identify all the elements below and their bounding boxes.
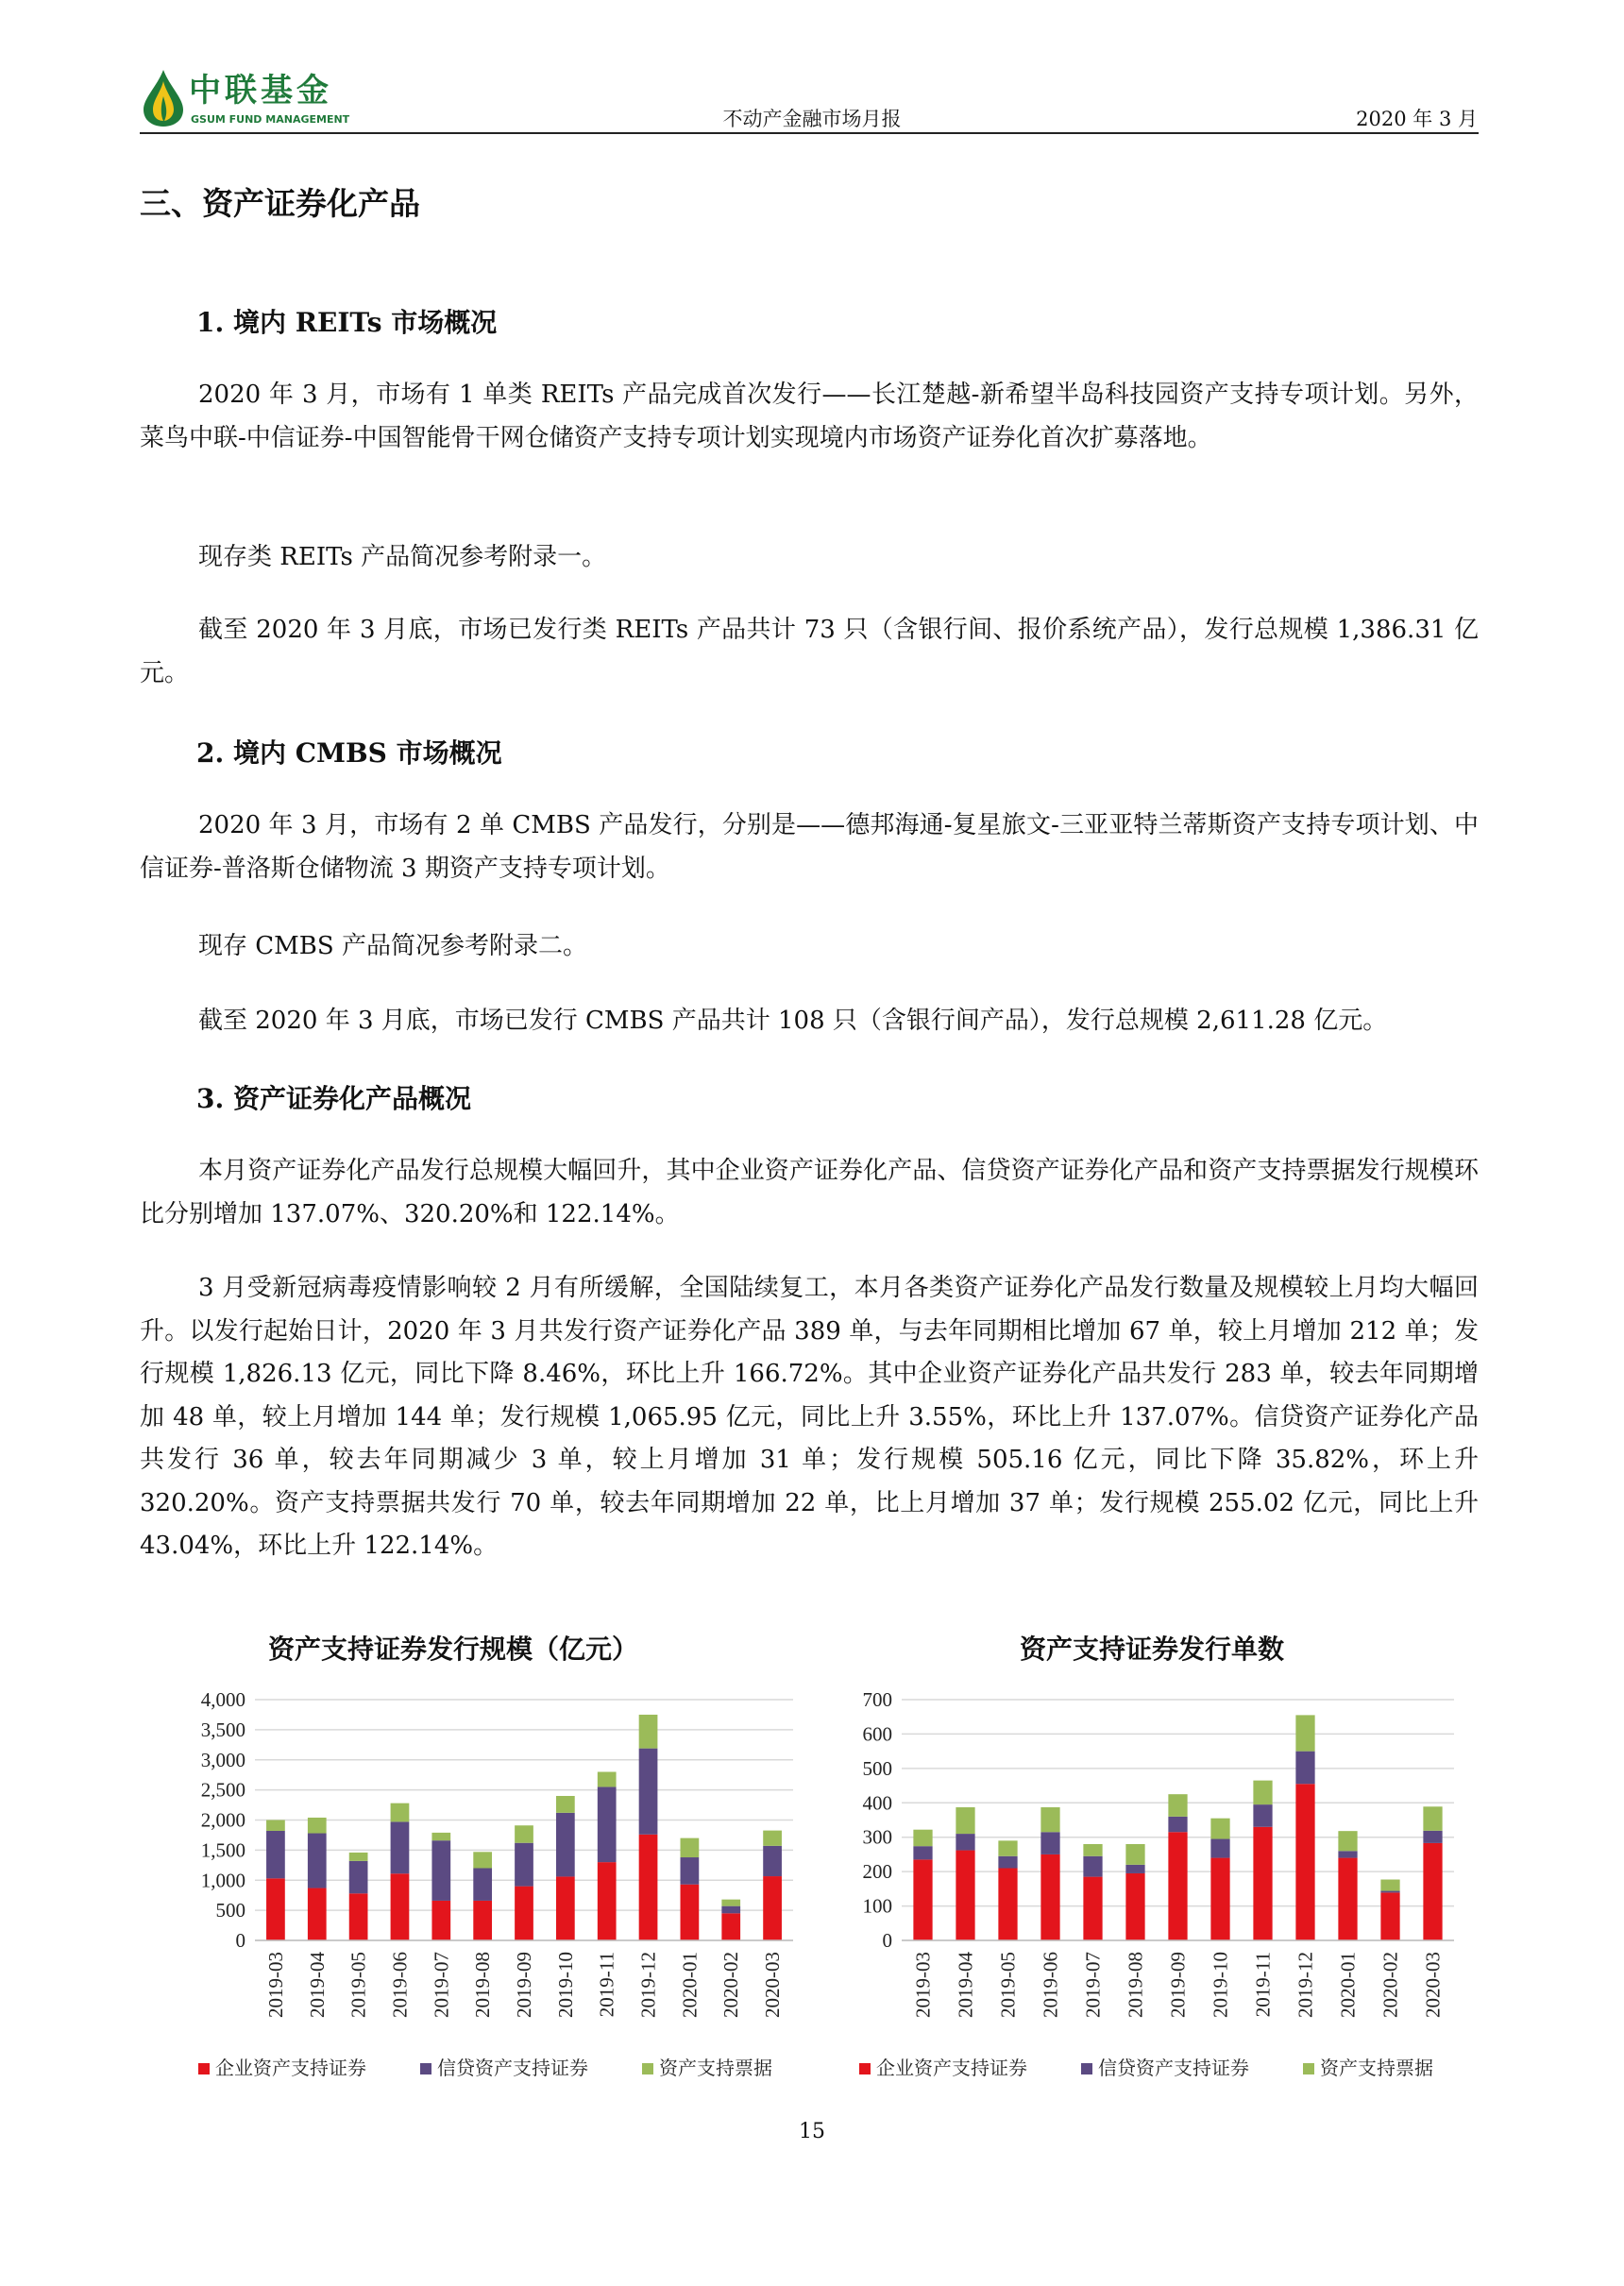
bar-segment <box>1168 1794 1187 1817</box>
bar-segment <box>473 1901 492 1940</box>
bar-segment <box>556 1876 575 1940</box>
abs-paragraph-1: 本月资产证券化产品发行总规模大幅回升，其中企业资产证券化产品、信贷资产证券化产品和资产支持票据发行规模环比分别增加 137.07%、320.20%和 122.14%。 <box>140 1157 1479 1228</box>
y-tick-label: 0 <box>235 1929 245 1952</box>
subsection-cmbs-title: 2. 境内 CMBS 市场概况 <box>196 737 502 769</box>
bar-segment <box>721 1906 740 1914</box>
bar-segment <box>681 1838 700 1857</box>
y-tick-label: 400 <box>862 1791 892 1815</box>
x-tick-label: 2019-06 <box>1039 1952 1062 2018</box>
bar-segment <box>1210 1819 1229 1839</box>
logo-subtitle: GSUM FUND MANAGEMENT <box>191 113 350 126</box>
bar-segment <box>998 1869 1017 1941</box>
bar-segment <box>1295 1715 1314 1751</box>
bar-segment <box>763 1831 782 1846</box>
legend-label: 信贷资产支持证券 <box>1098 2058 1249 2079</box>
bar-segment <box>308 1834 327 1888</box>
bar-segment <box>349 1893 368 1940</box>
x-tick-label: 2019-04 <box>305 1952 329 2018</box>
bar-segment <box>1423 1806 1442 1831</box>
bar-segment <box>1253 1781 1272 1805</box>
x-tick-label: 2019-05 <box>996 1952 1020 2018</box>
bar-segment <box>349 1861 368 1893</box>
bar-segment <box>473 1852 492 1868</box>
bar-segment <box>266 1831 285 1878</box>
x-tick-label: 2019-09 <box>1166 1952 1190 2018</box>
bar-segment <box>1168 1832 1187 1940</box>
bar-segment <box>1125 1873 1144 1940</box>
bar-segment <box>1338 1851 1357 1857</box>
bar-segment <box>515 1825 533 1842</box>
bar-segment <box>308 1818 327 1834</box>
bar-segment <box>998 1856 1017 1869</box>
bar-segment <box>1210 1839 1229 1858</box>
bar-segment <box>639 1835 658 1940</box>
bar-segment <box>515 1887 533 1940</box>
x-tick-label: 2019-03 <box>911 1952 935 2018</box>
bar-segment <box>266 1820 285 1831</box>
bar-segment <box>473 1869 492 1901</box>
report-date: 2020 年 3 月 <box>1356 108 1478 130</box>
bar-segment <box>1083 1844 1102 1856</box>
x-tick-label: 2019-05 <box>347 1952 370 2018</box>
bar-segment <box>1125 1844 1144 1865</box>
x-tick-label: 2019-04 <box>954 1952 977 2018</box>
section-title: 三、资产证券化产品 <box>140 185 420 222</box>
cmbs-paragraph-2: 现存 CMBS 产品简况参考附录二。 <box>198 932 587 960</box>
bar-segment <box>1380 1892 1399 1940</box>
reits-paragraph-1: 2020 年 3 月，市场有 1 单类 REITs 产品完成首次发行——长江楚越-新希望半岛科技园资产支持专项计划。另外，菜鸟中联-中信证券-中国智能骨干网仓储资产支持专项计划实现境内市场资产证券化首次扩募落地。 <box>140 381 1479 452</box>
bar-segment <box>913 1846 932 1859</box>
x-tick-label: 2020-03 <box>1421 1952 1445 2018</box>
bar-segment <box>1083 1856 1102 1877</box>
y-tick-label: 700 <box>862 1688 892 1711</box>
bar-segment <box>721 1913 740 1940</box>
y-tick-label: 500 <box>862 1756 892 1780</box>
bar-segment <box>391 1803 410 1822</box>
bar-segment <box>681 1885 700 1940</box>
x-tick-label: 2019-07 <box>430 1952 453 2018</box>
bar-segment <box>956 1834 974 1850</box>
x-tick-label: 2019-07 <box>1081 1952 1105 2018</box>
bar-segment <box>998 1840 1017 1855</box>
bar-segment <box>681 1857 700 1885</box>
x-tick-label: 2019-03 <box>263 1952 287 2018</box>
bar-segment <box>556 1813 575 1877</box>
x-tick-label: 2019-08 <box>471 1952 495 2018</box>
x-tick-label: 2020-03 <box>761 1952 785 2018</box>
legend-label: 资产支持票据 <box>1320 2058 1433 2079</box>
y-tick-label: 0 <box>882 1929 892 1952</box>
bar-segment <box>1253 1827 1272 1940</box>
bar-segment <box>1040 1832 1059 1854</box>
y-tick-label: 4,000 <box>200 1688 245 1711</box>
bar-segment <box>308 1888 327 1940</box>
subsection-reits-title: 1. 境内 REITs 市场概况 <box>196 307 498 338</box>
bar-segment <box>1338 1831 1357 1851</box>
logo-text: 中联基金 <box>189 72 332 110</box>
subsection-abs-title: 3. 资产证券化产品概况 <box>196 1083 471 1114</box>
chart-issuance-count <box>831 1681 1482 2096</box>
x-tick-label: 2019-12 <box>636 1952 660 2018</box>
bar-segment <box>515 1843 533 1887</box>
x-tick-label: 2019-10 <box>553 1952 577 2018</box>
bar-segment <box>598 1786 617 1862</box>
bar-segment <box>431 1840 450 1901</box>
x-tick-label: 2019-10 <box>1209 1952 1232 2018</box>
legend-swatch <box>1081 2063 1092 2074</box>
bar-segment <box>1125 1865 1144 1873</box>
bar-segment <box>1295 1784 1314 1940</box>
x-tick-label: 2019-12 <box>1294 1952 1317 2018</box>
legend-swatch <box>642 2063 653 2074</box>
y-tick-label: 2,500 <box>200 1778 245 1802</box>
bar-segment <box>1253 1804 1272 1827</box>
reits-paragraph-2: 现存类 REITs 产品简况参考附录一。 <box>198 543 607 571</box>
bar-segment <box>1380 1880 1399 1891</box>
bar-segment <box>956 1851 974 1940</box>
x-tick-label: 2019-06 <box>388 1952 412 2018</box>
bar-segment <box>1083 1877 1102 1940</box>
y-tick-label: 3,500 <box>200 1718 245 1741</box>
bar-segment <box>1168 1817 1187 1832</box>
page-number: 15 <box>799 2120 825 2143</box>
bar-segment <box>556 1796 575 1813</box>
bar-segment <box>431 1901 450 1940</box>
x-tick-label: 2020-01 <box>1336 1952 1360 2018</box>
legend-swatch <box>198 2063 210 2074</box>
legend-label: 信贷资产支持证券 <box>437 2058 588 2079</box>
cmbs-paragraph-1: 2020 年 3 月，市场有 2 单 CMBS 产品发行，分别是——德邦海通-复星旅文-三亚亚特兰蒂斯资产支持专项计划、中信证券-普洛斯仓储物流 3 期资产支持专项计划。 <box>140 811 1479 883</box>
x-tick-label: 2020-02 <box>719 1952 743 2018</box>
bar-segment <box>956 1807 974 1834</box>
bar-segment <box>913 1830 932 1846</box>
y-tick-label: 1,500 <box>200 1838 245 1862</box>
bar-segment <box>1380 1891 1399 1893</box>
bar-segment <box>639 1715 658 1749</box>
y-tick-label: 1,000 <box>200 1869 245 1892</box>
abs-paragraph-2: 3 月受新冠病毒疫情影响较 2 月有所缓解，全国陆续复工，本月各类资产证券化产品发行数量及规模较上月均大幅回升。以发行起始日计，2020 年 3 月共发行资产证券化产品 389 单，与去年同期相比增加 67 单，较上月增加 212 单；发行规模 1,826.13 亿元，同比下降 8.46%，环比上升 166.72%。其中企业资产证券化产品共发行 283 单，较去年同期增加 48 单，较上月增加 144 单；发行规模 1,065.95 亿元，同比上升 3.55%，环比上升 137.07%。信贷资产证券化产品共发行 36 单，较去年同期减少 3 单，较上月增加 31 单；发行规模 505.16 亿元，同比下降 35.82%，环上升 320.20%。资产支持票据共发行 70 单，较去年同期增加 22 单，比上月增加 37 单；发行规模 255.02 亿元，同比上升 43.04%，环比上升 122.14%。 <box>140 1274 1479 1560</box>
reits-paragraph-3: 截至 2020 年 3 月底，市场已发行类 REITs 产品共计 73 只（含银行间、报价系统产品），发行总规模 1,386.31 亿元。 <box>140 616 1479 687</box>
bar-segment <box>391 1873 410 1940</box>
legend-label: 资产支持票据 <box>659 2058 772 2079</box>
bar-segment <box>1210 1858 1229 1940</box>
x-tick-label: 2020-02 <box>1379 1952 1402 2018</box>
x-tick-label: 2019-09 <box>513 1952 535 2018</box>
x-tick-label: 2020-01 <box>678 1952 702 2018</box>
chart-count-title: 资产支持证券发行单数 <box>1019 1634 1284 1665</box>
bar-segment <box>431 1833 450 1840</box>
bar-segment <box>1423 1831 1442 1843</box>
bar-segment <box>349 1853 368 1861</box>
bar-segment <box>598 1862 617 1940</box>
bar-segment <box>763 1876 782 1940</box>
y-tick-label: 200 <box>862 1860 892 1884</box>
bar-segment <box>913 1859 932 1940</box>
x-tick-label: 2019-11 <box>595 1952 618 2018</box>
y-tick-label: 600 <box>862 1722 892 1746</box>
bar-segment <box>391 1821 410 1873</box>
bar-segment <box>1040 1854 1059 1940</box>
logo-drop-icon <box>140 68 187 128</box>
x-tick-label: 2019-08 <box>1124 1952 1147 2018</box>
y-tick-label: 2,000 <box>200 1808 245 1832</box>
chart-scale-title: 资产支持证券发行规模（亿元） <box>267 1634 638 1665</box>
bar-segment <box>1040 1807 1059 1832</box>
bar-segment <box>1423 1843 1442 1940</box>
y-tick-label: 3,000 <box>200 1748 245 1771</box>
legend-label: 企业资产支持证券 <box>876 2058 1027 2079</box>
y-tick-label: 300 <box>862 1825 892 1849</box>
bar-segment <box>266 1878 285 1940</box>
header-divider <box>140 132 1479 134</box>
legend-label: 企业资产支持证券 <box>215 2058 366 2079</box>
y-tick-label: 100 <box>862 1894 892 1918</box>
y-tick-label: 500 <box>215 1899 245 1922</box>
bar-segment <box>1295 1752 1314 1785</box>
cmbs-paragraph-3: 截至 2020 年 3 月底，市场已发行 CMBS 产品共计 108 只（含银行间产品），发行总规模 2,611.28 亿元。 <box>198 1007 1388 1035</box>
bar-segment <box>598 1772 617 1787</box>
bar-segment <box>639 1749 658 1835</box>
x-tick-label: 2019-11 <box>1251 1952 1275 2018</box>
bar-segment <box>721 1900 740 1906</box>
bar-segment <box>1338 1858 1357 1940</box>
legend-swatch <box>420 2063 431 2074</box>
chart-issuance-scale <box>161 1681 803 2096</box>
bar-segment <box>763 1846 782 1876</box>
legend-swatch <box>1303 2063 1314 2074</box>
report-title: 不动产金融市场月报 <box>722 108 902 130</box>
legend-swatch <box>859 2063 871 2074</box>
